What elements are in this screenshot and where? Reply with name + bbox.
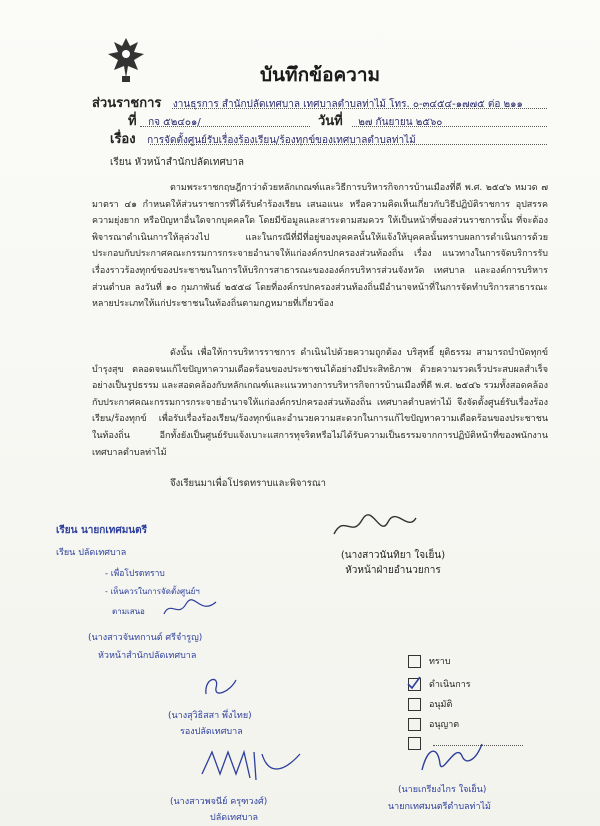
checkbox-icon[interactable] [408, 698, 421, 711]
salutation: เรียน หัวหน้าสำนักปลัดเทศบาล [110, 157, 244, 168]
checkbox-icon[interactable] [408, 655, 421, 668]
subject-label: เรื่อง [110, 132, 136, 147]
clerk-name: (นางสาวพจนีย์ ครุฑวงศ์) [170, 797, 268, 807]
checkbox-label: อนุญาต [429, 720, 460, 730]
garuda-emblem-icon [104, 34, 148, 84]
checkbox-label: ดำเนินการ [429, 680, 471, 690]
annotation-line-3: - เพื่อโปรดทราบ [105, 569, 165, 579]
agency-label: ส่วนราชการ [92, 96, 162, 111]
main-signer-position: หัวหน้าฝ่ายอำนวยการ [345, 565, 441, 576]
checkbox-row[interactable] [408, 677, 471, 691]
paragraph-2: ดังนั้น เพื่อให้การบริหารราชการ ดำเนินไปด้วยความถูกต้อง บริสุทธิ์ ยุติธรรม สามารถบำบัดทุกข์บำรุงสุข ตลอดจนแก้ไขปัญหาความเดือดร้อนของประชาชนได้อย่างมีประสิทธิภาพ ด้วยความรวดเร็วประสบผลสำเร็จอย่างเป็นรูปธรรม และสอดคล้องกับหลักเกณฑ์และแนวทางการบริหารกิจการบ้านเมืองที่ดี พ.ศ. ๒๕๔๖ รวมทั้งสอดคล้องกับประกาศคณะกรรมการกระจายอำนาจให้แก่องค์กรปกครองส่วนท้องถิ่น เทศบาลตำบลท่าไม้ จึงจัดตั้งศูนย์รับเรื่องร้องเรียน/ร้องทุกข์ เพื่อรับเรื่องร้องเรียน/ร้องทุกข์และอำนวยความสะดวกในการแก้ไขปัญหาความเดือดร้อนของประชาชนในท้องถิ่น อีกทั้งยังเป็นศูนย์รับแจ้งเบาะแสการทุจริตหรือไม่ได้รับความเป็นธรรมจากการปฏิบัติหน้าที่ของพนักงานเทศบาลตำบลท่าไม้ [92, 348, 548, 458]
date-dots [352, 126, 547, 127]
ref-dots [140, 126, 310, 127]
clerk-position: ปลัดเทศบาล [210, 813, 259, 823]
ref-label: ที่ [128, 114, 137, 129]
checkbox-label: ทราบ [429, 657, 451, 667]
agency-value: งานธุรการ สำนักปลัดเทศบาล เทศบาลตำบลท่าไม้ โทร. ๐-๓๔๕๔-๑๗๗๕ ต่อ ๒๑๑ [172, 99, 523, 110]
mayor-position: นายกเทศมนตรีตำบลท่าไม้ [388, 802, 491, 812]
date-label: วันที่ [318, 114, 343, 129]
annotation-line-4: - เห็นควรในการจัดตั้งศูนย์ฯ [105, 587, 200, 596]
paragraph-1: ตามพระราชกฤษฎีกาว่าด้วยหลักเกณฑ์และวิธีการบริหารกิจการบ้านเมืองที่ดี พ.ศ. ๒๕๔๖ หมวด ๗ มาตรา ๔๑ กำหนดให้ส่วนราชการที่ได้รับคำร้องเรียน เสนอแนะ หรือความคิดเห็นเกี่ยวกับวิธีปฏิบัติราชการ อุปสรรค ความยุ่งยาก หรือปัญหาอื่นใดจากบุคคลใด โดยมีข้อมูลและสาระตามสมควร ให้เป็นหน้าที่ของส่วนราชการนั้น ที่จะต้องพิจารณาดำเนินการให้ลุล่วงไป และในกรณีที่มีที่อยู่ของบุคคลนั้นให้แจ้งให้บุคคลนั้นทราบผลการดำเนินการด้วย ประกอบกับประกาศคณะกรรมการกระจายอำนาจให้แก่องค์กรปกครองส่วนท้องถิ่น เรื่อง แนวทางในการจัดบริการรับเรื่องราวร้องทุกข์ของประชาชนในการให้บริการสาธารณะขององค์กรบริหารส่วนจังหวัด เทศบาล และองค์การบริหารส่วนตำบล ลงวันที่ ๑๐ กุมภาพันธ์ ๒๕๕๘ โดยที่องค์กรปกครองส่วนท้องถิ่นมีอำนาจหน้าที่ในการจัดทำบริการสาธารณะหลายประเภทให้แก่ประชาชนในท้องถิ่นตามกฎหมายที่เกี่ยวข้อง [92, 183, 548, 310]
deputy-position: รองปลัดเทศบาล [180, 727, 243, 737]
agency-dots [172, 108, 547, 109]
date-value: ๒๗ กันยายน ๒๕๖๐ [358, 117, 443, 128]
annotation-signer-position: หัวหน้าสำนักปลัดเทศบาล [98, 651, 197, 661]
checkbox-icon[interactable] [408, 718, 421, 731]
checkbox-row[interactable] [408, 697, 452, 711]
subject-value: การจัดตั้งศูนย์รับเรื่องร้องเรียน/ร้องทุกข์ของเทศบาลตำบลท่าไม้ [147, 135, 416, 146]
annotation-line-5: ตามเสนอ [112, 607, 145, 616]
checkbox-row[interactable] [408, 654, 451, 668]
main-signer-name: (นางสาวนันทิยา ใจเย็น) [340, 550, 446, 561]
checkbox-row[interactable] [408, 717, 459, 731]
deputy-signature-icon [200, 672, 240, 702]
annotation-signature-icon [160, 596, 220, 622]
subject-dots [150, 144, 547, 145]
clerk-signature-icon [198, 744, 308, 790]
annotation-line-1: เรียน นายกเทศมนตรี [56, 525, 147, 536]
main-signer [318, 548, 468, 578]
checkbox-checked-icon[interactable] [408, 678, 421, 691]
ref-value: กจ ๕๒๔๐๑/ [148, 117, 201, 128]
main-signature-icon [330, 508, 420, 544]
checkbox-label: อนุมัติ [429, 700, 453, 710]
deputy-name: (นางสุวิธิสสา พึ่งไทย) [168, 711, 252, 721]
mayor-signature-icon [416, 736, 486, 778]
memo-title: บันทึกข้อความ [260, 64, 381, 86]
mayor-name: (นายเกรียงไกร ใจเย็น) [398, 785, 487, 795]
closing-line: จึงเรียนมาเพื่อโปรดทราบและพิจารณา [170, 478, 327, 489]
annotation-line-2: เรียน ปลัดเทศบาล [56, 548, 127, 558]
annotation-signer-name: (นางสาวจันทกานต์ ศรีจำรูญ) [88, 633, 203, 643]
subject-row [92, 128, 416, 149]
